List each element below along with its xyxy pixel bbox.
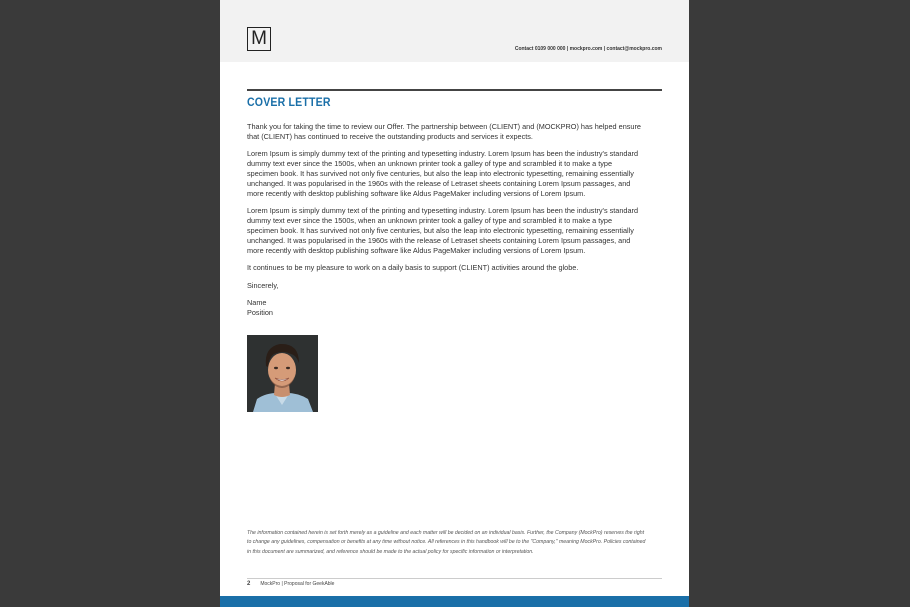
closing: Sincerely, — [247, 280, 279, 290]
disclaimer: The information contained herein is set forth merely as a guideline and each matter will be decided on an individual basis. Further, the Company (MockPro) reserves the right to change any guidelines, compensation or benefits at any time without notice. All references in this handbook will be to the "Company," meaning MockPro. Policies contained in this document are summarized, and reference should be made to the actual policy for specific information or interpretation. — [247, 530, 646, 555]
paragraph: Lorem Ipsum is simply dummy text of the printing and typesetting industry. Lorem Ipsum has been the industry's standard dummy text ever since the 1500s, when an unknown printer took a galley of type and scrambled it to make a type specimen book. It has survived not only five centuries, but also the leap into electronic typesetting, remaining essentially unchanged. It was popularised in the 1960s with the release of Letraset sheets containing Lorem Ipsum passages, and more recently with desktop publishing software like Aldus PageMaker including versions of Lorem Ipsum. — [247, 149, 639, 198]
paragraph: Thank you for taking the time to review our Offer. The partnership between (CLIENT) and (MOCKPRO) has helped ensure that (CLIENT) has continued to receive the outstanding products and services it expects. — [247, 122, 641, 141]
portrait-image — [247, 335, 318, 412]
page-footer — [247, 581, 334, 587]
page-title: COVER LETTER — [247, 95, 331, 109]
footer-rule — [247, 578, 662, 579]
paragraph: Lorem Ipsum is simply dummy text of the printing and typesetting industry. Lorem Ipsum has been the industry's standard dummy text ever since the 1500s, when an unknown printer took a galley of type and scrambled it to make a type specimen book. It has survived not only five centuries, but also the leap into electronic typesetting, remaining essentially unchanged. It was popularised in the 1960s with the release of Letraset sheets containing Lorem Ipsum passages, and more recently with desktop publishing software like Aldus PageMaker including versions of Lorem Ipsum. — [247, 206, 639, 255]
footer-text: MockPro | Proposal for GeekAble — [260, 581, 335, 587]
paragraph: It continues to be my pleasure to work on a daily basis to support (CLIENT) activities around the globe. — [247, 263, 579, 273]
document-page — [220, 0, 689, 607]
page-header — [220, 0, 689, 62]
letter-body — [247, 122, 645, 318]
portrait-photo — [247, 335, 318, 412]
title-rule — [247, 89, 662, 91]
company-logo: M — [247, 27, 271, 51]
signature-name: Name — [247, 298, 267, 308]
page-number: 2 — [247, 581, 251, 587]
contact-info: Contact 0109 000 000 | mockpro.com | contact@mockpro.com — [514, 46, 662, 52]
signature-block — [247, 298, 645, 318]
footer-accent-bar — [220, 596, 689, 607]
signature-position: Position — [247, 308, 273, 318]
